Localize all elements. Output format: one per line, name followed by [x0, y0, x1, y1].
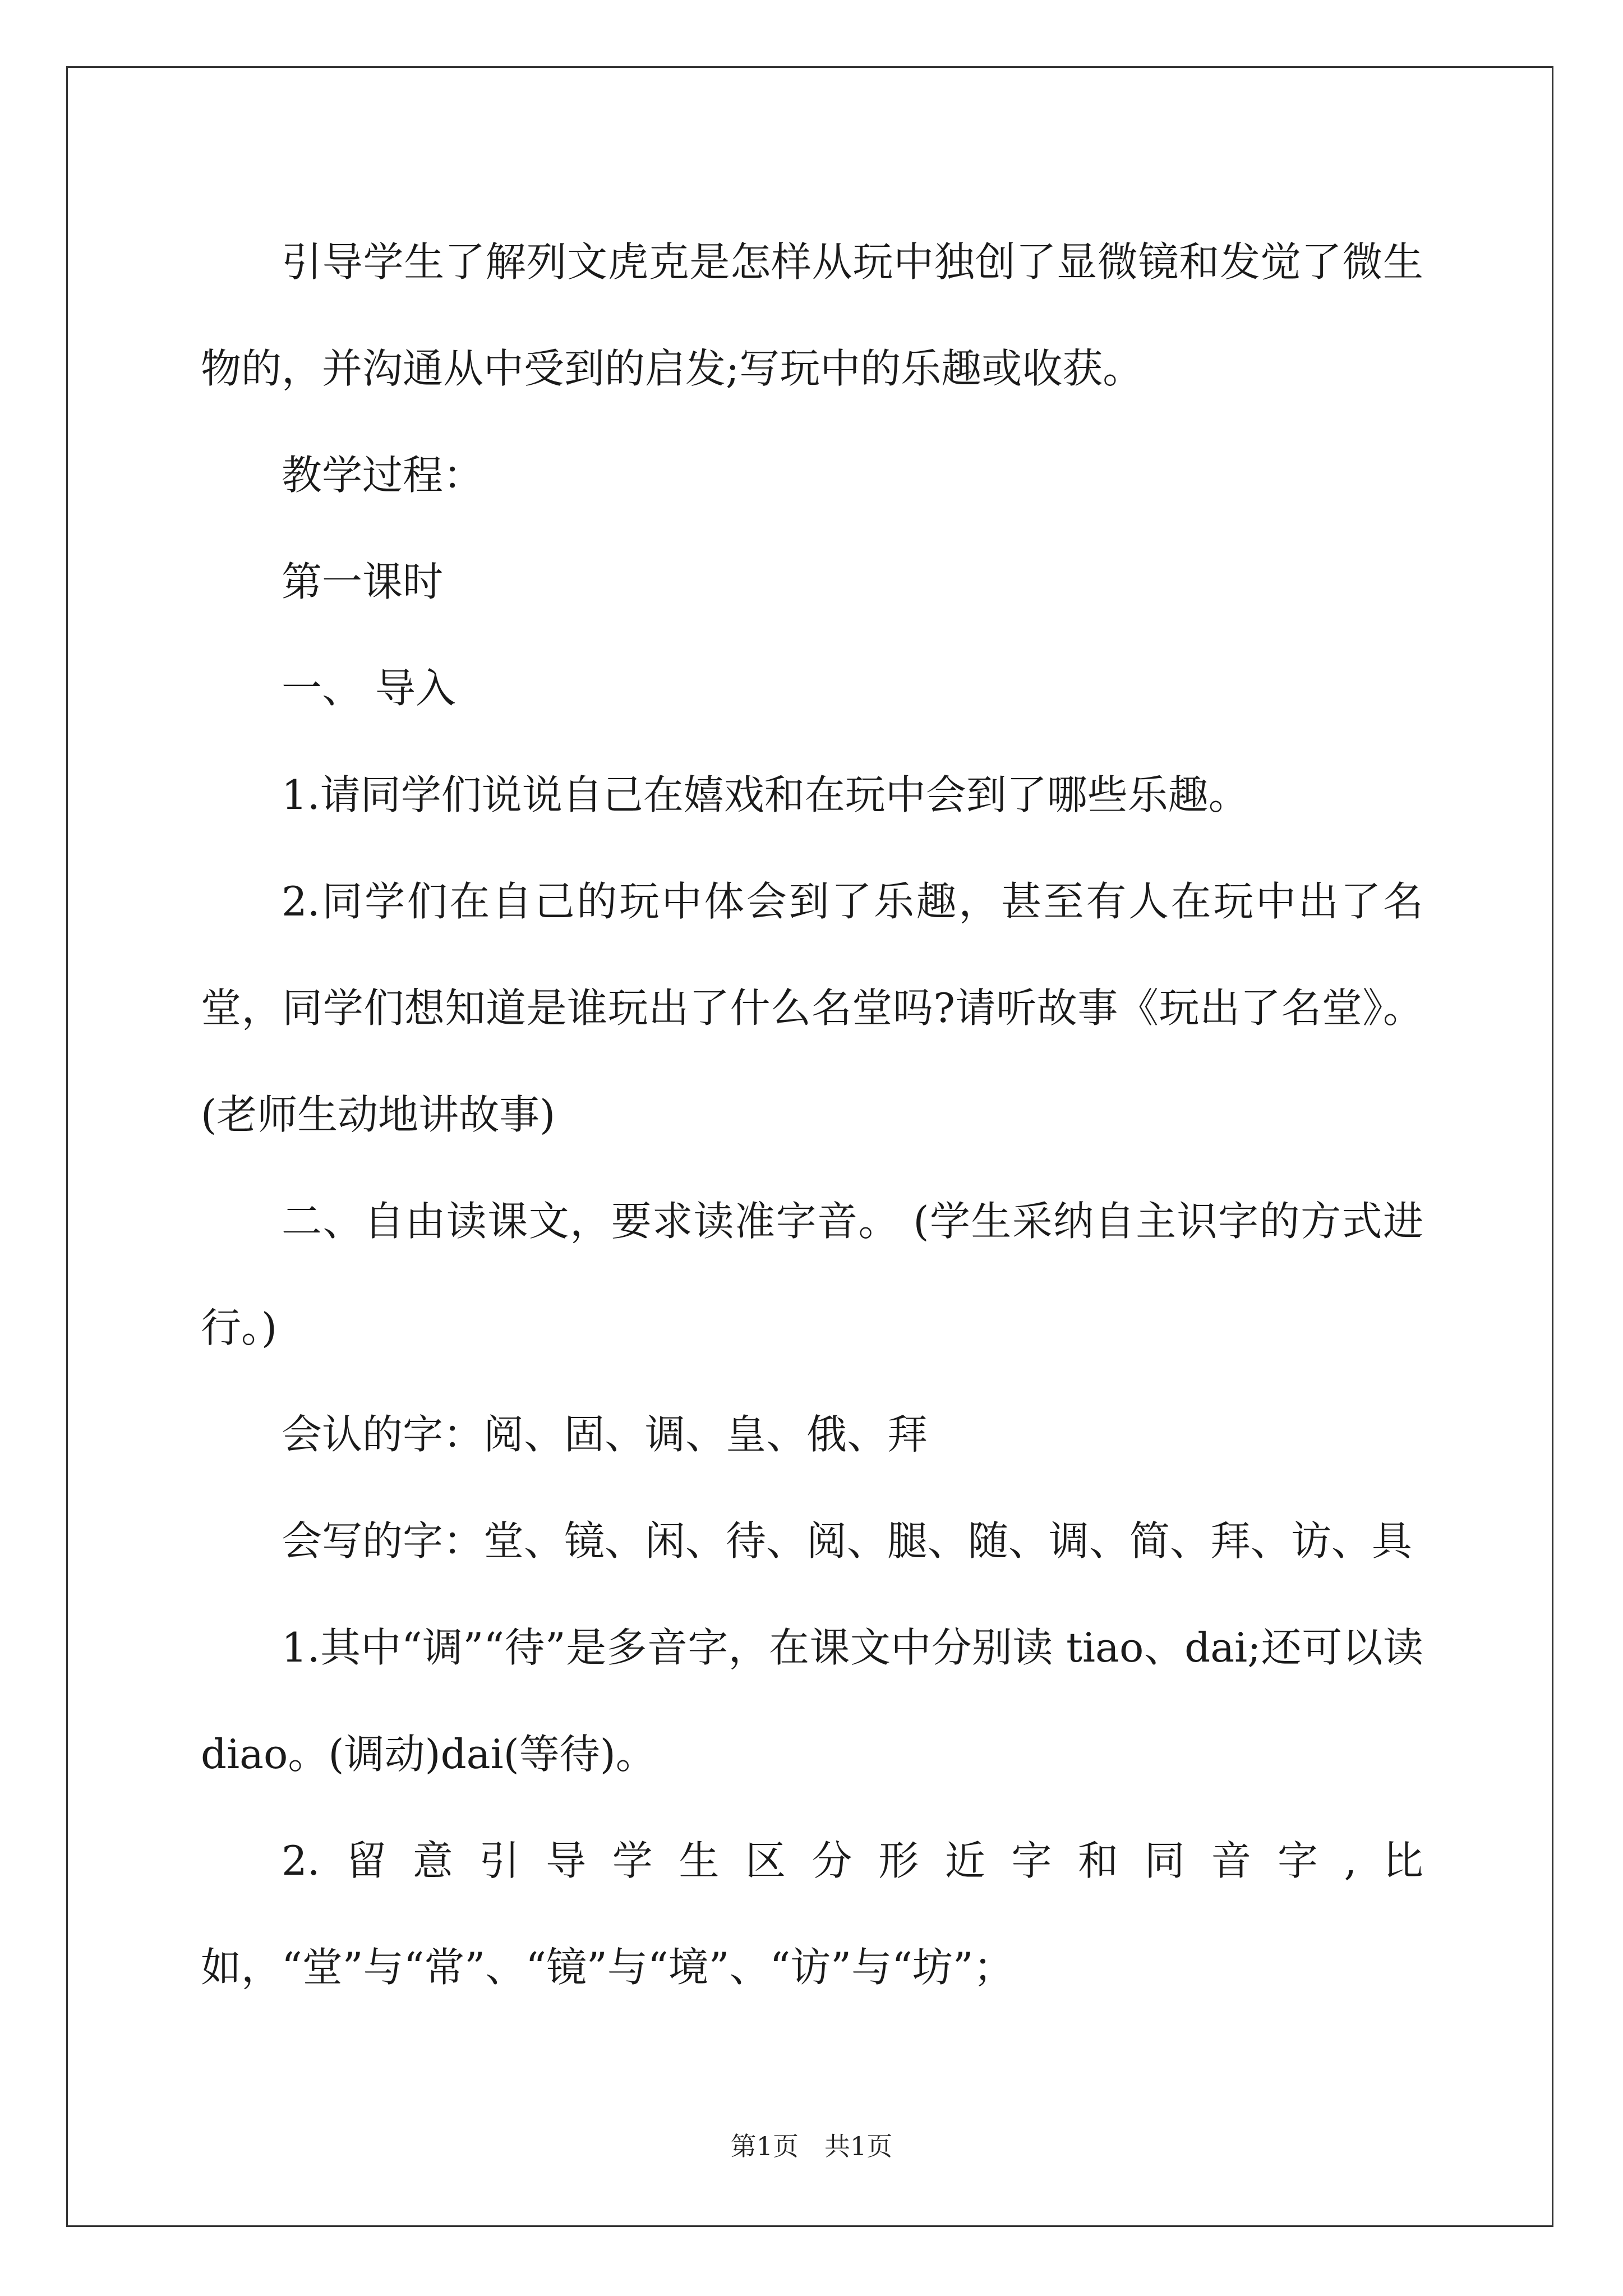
paragraph-section-one: 一、 导入	[282, 665, 456, 712]
page-number-footer: 第1页 共1页	[730, 2131, 893, 2161]
paragraph-similar-chars: 2.留意引导学生区分形近字和同音字,比如，“堂”与“常”、“镜”与“境”、“访”与“坊”；	[201, 1837, 1423, 1991]
paragraph-section-two: 二、自由读课文，要求读准字音。 (学生采纳自主识字的方式进行。)	[201, 1198, 1423, 1351]
paragraph-polyphone: 1.其中“调”“待”是多音字，在课文中分别读 tiao、dai;还可以读 diao。(调动)dai(等待)。	[201, 1624, 1423, 1778]
paragraph-item-1: 1.请同学们说说自己在嬉戏和在玩中会到了哪些乐趣。	[282, 771, 1249, 818]
paragraph-intro: 引导学生了解列文虎克是怎样从玩中独创了显微镜和发觉了微生物的，并沟通从中受到的启发;写玩中的乐趣或收获。	[201, 238, 1423, 392]
paragraph-write-chars: 会写的字：堂、镜、闲、待、阅、腿、随、调、简、拜、访、具	[282, 1517, 1413, 1565]
paragraph-process-heading: 教学过程：	[282, 452, 484, 499]
document-body	[201, 209, 1423, 2021]
paragraph-recognize-chars: 会认的字：阅、固、调、皇、俄、拜	[282, 1411, 928, 1458]
paragraph-first-lesson: 第一课时	[282, 558, 444, 605]
paragraph-item-2: 2.同学们在自己的玩中体会到了乐趣，甚至有人在玩中出了名堂，同学们想知道是谁玩出了什么名堂吗?请听故事《玩出了名堂》。(老师生动地讲故事)	[201, 878, 1423, 1138]
